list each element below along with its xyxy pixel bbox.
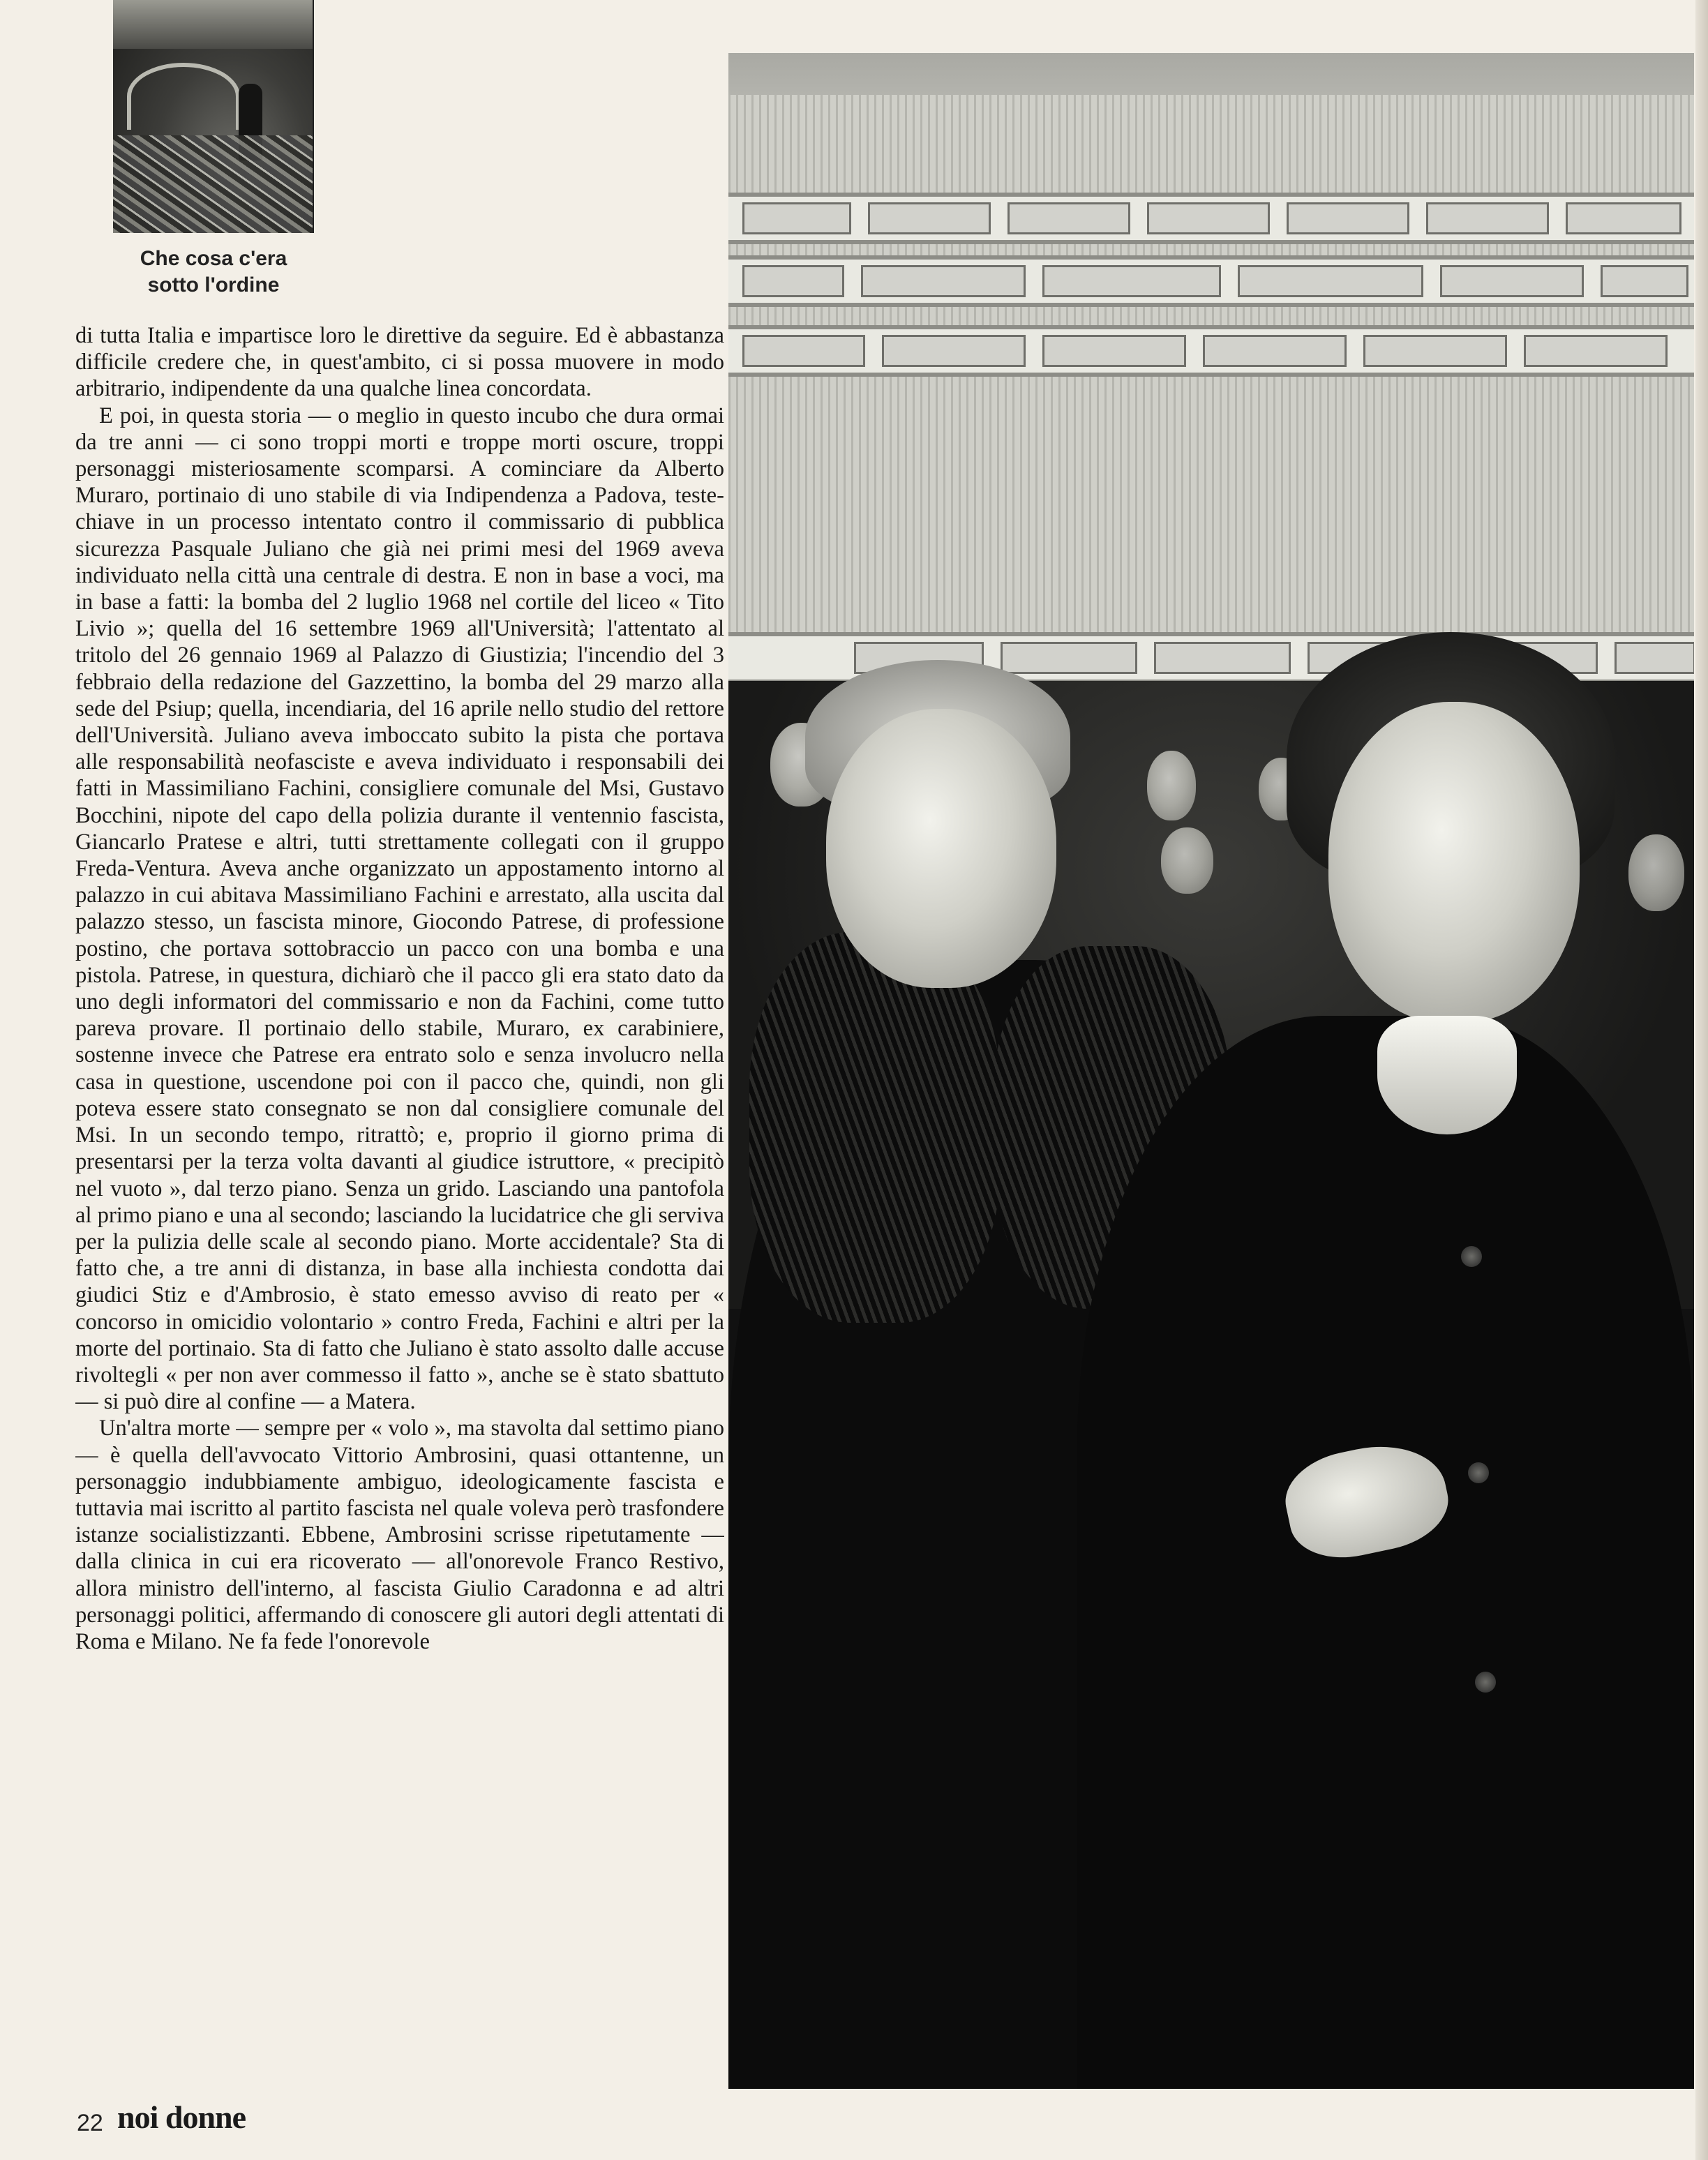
article-paragraph-2: E poi, in questa storia — o meglio in questo incubo che dura ormai da tre anni — ci sono troppi morti e troppe morti oscure, troppi personaggi misteriosamente scomparsi. A cominciare da Alberto Muraro, portinaio di uno stabile di via Indipendenza a Padova, teste-chiave in un processo intentato contro il commissario di pubblica sicurezza Pasquale Juliano che già nei primi mesi del 1969 aveva individuato nella città una centrale di destra. E non in base a voci, ma in base a fatti: la bomba del 2 luglio 1968 nel cortile del liceo « Tito Livio »; quella del 16 settembre 1969 all'Università; l'attentato al tritolo del 26 gennaio 1969 al Palazzo di Giustizia; l'incendio del 3 febbraio della redazione del Gazzettino, la bomba del 29 marzo alla sede del Psiup; quella, incendiaria, del 16 aprile nello studio del rettore dell'Università. Juliano aveva imboccato subito la pista che portava alle responsabilità neofasciste e aveva individuato i responsabili dei fatti in Massimiliano Fachini, consigliere comunale del Msi, Gustavo Bocchini, nipote del capo della polizia durante il ventennio fascista, Giancarlo Pratese e altri, tutti strettamente collegati con il gruppo Freda-Ventura. Aveva anche organizzato un appostamento intorno al palazzo in cui abitava Massimiliano Fachini e arrestato, alla uscita dal palazzo stesso, un fascista minore, Giocondo Patrese, di professione postino, che portava sottobraccio un pacco con una bomba e una pistola. Patrese, in questura, dichiarò che il pacco gli era stato dato da uno degli informatori del commissario e non da Fachini, come tutto pareva provare. Il portinaio dello stabile, Muraro, ex carabiniere, sostenne invece che Patrese era entrato solo e senza involucro nella casa in questione, uscendone poi con il pacco che, quindi, non gli poteva essere stato consegnato se non dal consigliere comunale del Msi. In un secondo tempo, ritrattò; e, proprio il giorno prima di presentarsi per la terza volta davanti al giudice istruttore, « precipitò nel vuoto », dal terzo piano. Senza un grido. Lasciando una pantofola al primo piano e una al secondo; lasciando la lucidatrice che gli serviva per la pulizia delle scale al secondo piano. Morte accidentale? Sta di fatto che, a tre anni di distanza, in base alla inchiesta condotta dai giudici Stiz e d'Ambrosio, è stato emesso avviso di reato per « concorso in omicidio volontario » contro Freda, Fachini e altri per la morte del portinaio. Sta di fatto che Juliano è stato assolto dalle accuse rivoltegli « per non aver commesso il fatto », anche se è stato sbattuto — si può dire al confine — a Matera. (75, 403, 724, 1415)
photo-caption (105, 246, 322, 299)
magazine-title: noi donne (117, 2099, 246, 2135)
caption-line-1: Che cosa c'era (140, 247, 287, 270)
thumbnail-photo (113, 0, 314, 233)
caption-line-2: sotto l'ordine (147, 273, 280, 297)
main-photo (728, 53, 1694, 2089)
article-paragraph-1: di tutta Italia e impartisce loro le direttive da seguire. Ed è abbastanza difficile credere che, in quest'ambito, ci si possa muovere in modo arbitrario, indipendente da una qualche linea concordata. (75, 323, 724, 402)
page-number: 22 (77, 2110, 103, 2136)
article-paragraph-3: Un'altra morte — sempre per « volo », ma stavolta dal settimo piano — è quella dell'avvocato Vittorio Ambrosini, quasi ottantenne, un personaggio indubbiamente ambiguo, ideologicamente fascista e tuttavia mai iscritto al partito fascista nel quale voleva però trasfondere istanze socialistizzanti. Ebbene, Ambrosini scrisse ripetutamente — dalla clinica in cui era ricoverato — all'onorevole Franco Restivo, allora ministro dell'interno, al fascista Giulio Caradonna e ad altri personaggi politici, affermando di conoscere gli autori degli attentati di Roma e Milano. Ne fa fede l'onorevole (75, 1416, 724, 1654)
article-body (75, 322, 724, 2129)
